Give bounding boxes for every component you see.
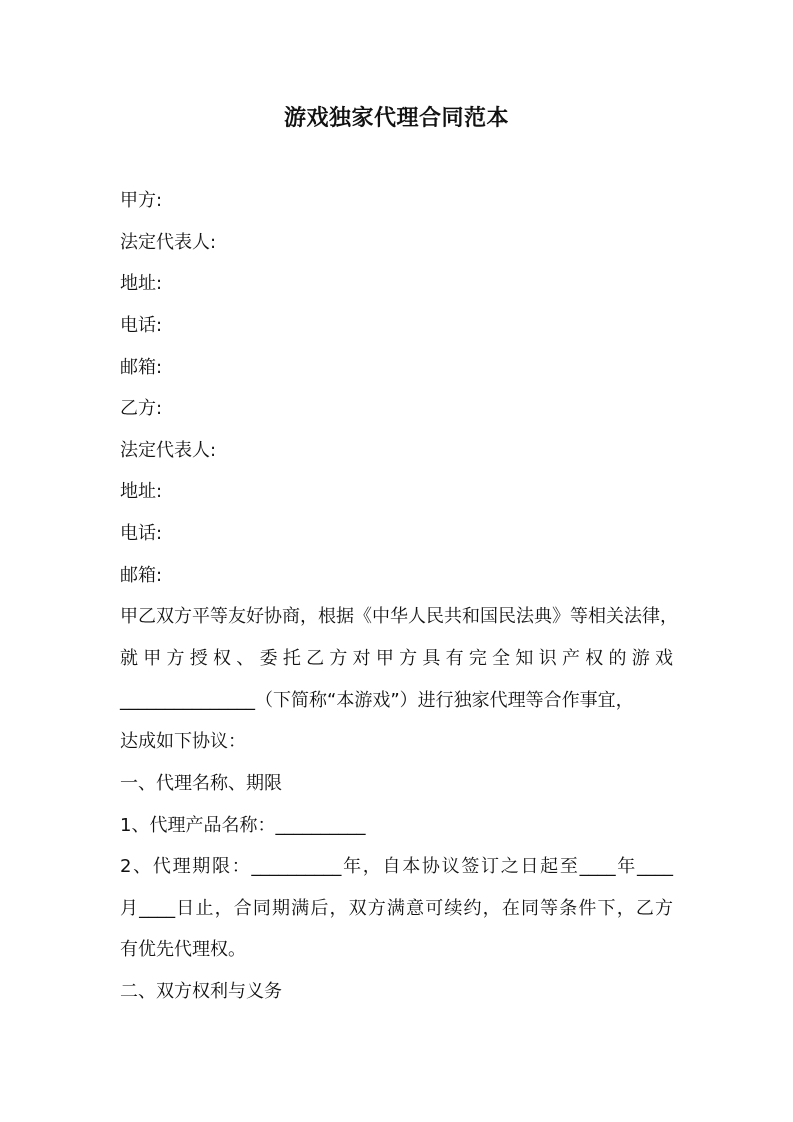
party-a-label: 甲方: [120, 190, 163, 211]
party-b-address: 地址: [120, 481, 163, 502]
party-b-email: 邮箱: [120, 565, 163, 586]
section-1-item-2-line-1: 2、代理期限：__________年，自本协议签订之日起至____年____ [120, 856, 673, 877]
section-1-item-1: 1、代理产品名称：__________ [120, 815, 366, 836]
section-1-item-2-line-2: 月____日止，合同期满后，双方满意可续约，在同等条件下，乙方 [120, 898, 673, 919]
party-a-email: 邮箱: [120, 357, 163, 378]
section-2-heading: 二、双方权利与义务 [120, 981, 282, 1002]
document-title: 游戏独家代理合同范本 [283, 106, 509, 131]
party-b-label: 乙方: [120, 398, 163, 419]
party-b-rep: 法定代表人: [120, 440, 217, 461]
party-a-phone: 电话: [120, 315, 163, 336]
party-b-phone: 电话: [120, 523, 163, 544]
intro-line-1: 甲乙双方平等友好协商，根据《中华人民共和国民法典》等相关法律， [120, 606, 678, 627]
section-1-item-2-line-3: 有优先代理权。 [120, 939, 246, 960]
intro-line-2: 就甲方授权、委托乙方对甲方具有完全知识产权的游戏 [120, 648, 673, 669]
section-1-heading: 一、代理名称、期限 [120, 773, 282, 794]
intro-line-3: _______________（下简称“本游戏”）进行独家代理等合作事宜， [120, 690, 634, 711]
party-a-address: 地址: [120, 273, 163, 294]
party-a-rep: 法定代表人: [120, 232, 217, 253]
intro-line-4: 达成如下协议： [120, 731, 246, 752]
